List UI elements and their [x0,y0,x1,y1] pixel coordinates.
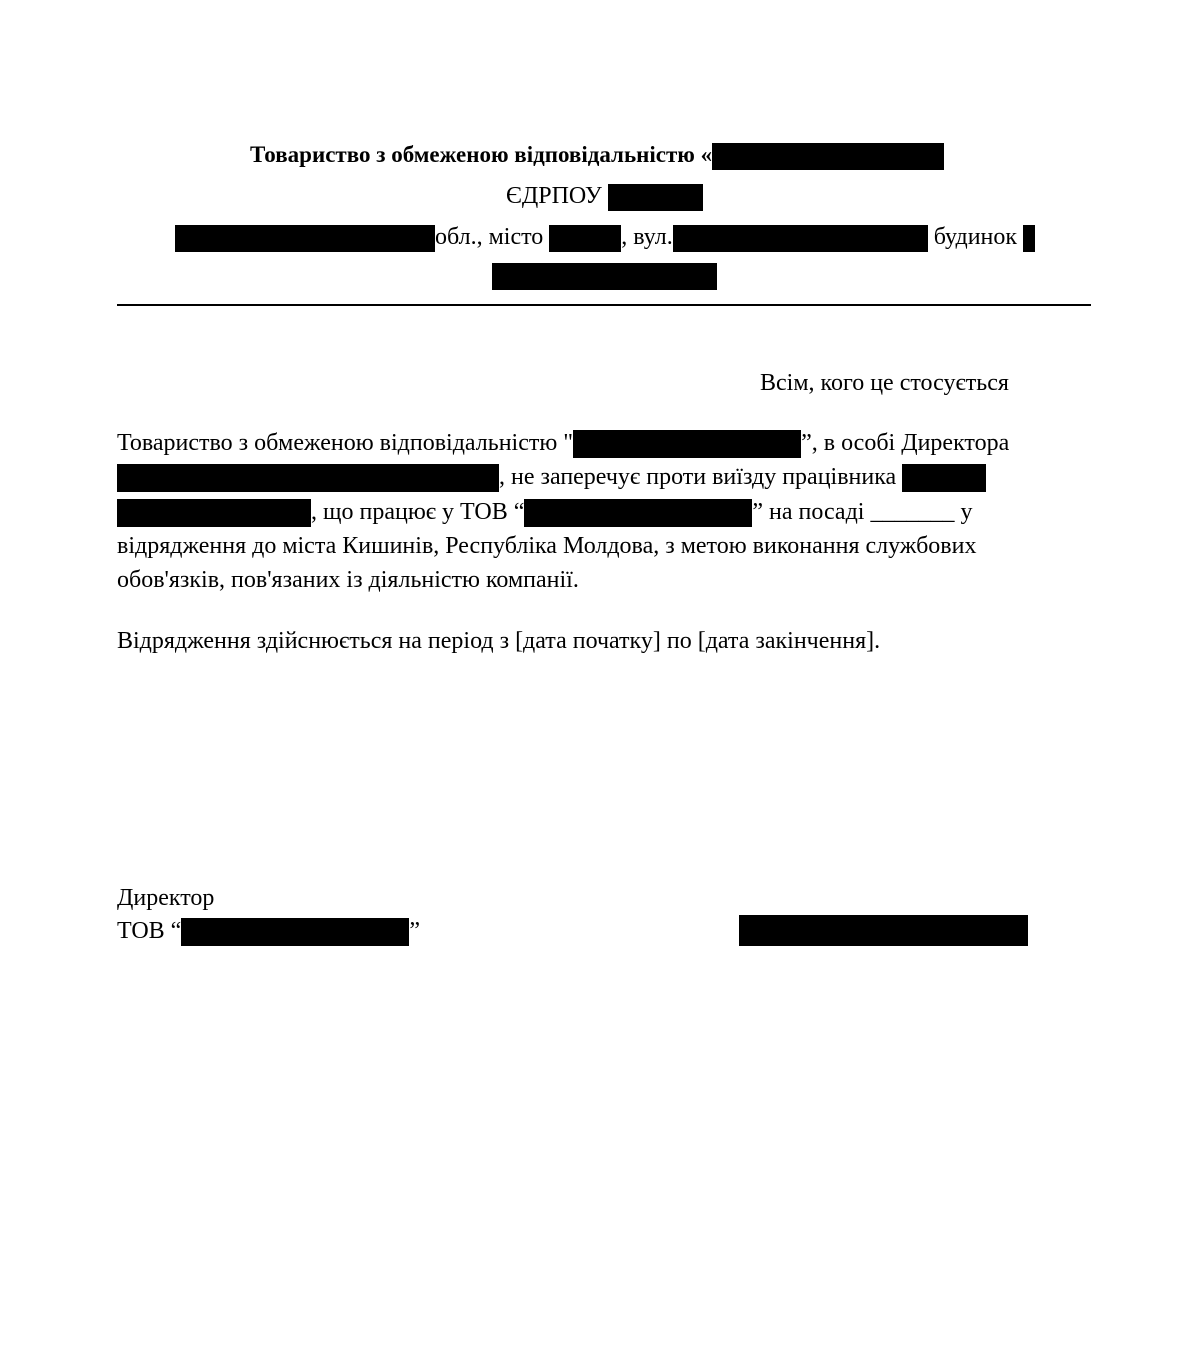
body-p1-no-objection: , не заперечує проти виїзду працівника [499,464,903,490]
signature-company-suffix: ” [409,918,420,944]
redacted-employee-first [902,464,986,492]
body-line-4: відрядження до міста Кишинів, Республіка Молдова, з метою виконання службових [117,533,977,559]
redacted-signature [739,915,1028,946]
signature-company-prefix: ТОВ “ [117,918,182,944]
redacted-company [573,430,801,458]
header-company-line [250,140,944,170]
body-p1-director: ”, в особі Директора [801,430,1010,456]
body-line-2 [117,462,986,492]
body-line-1 [117,428,1009,458]
signature-company [117,916,420,946]
body-line-3 [117,497,972,527]
redacted-company-2 [524,499,752,527]
redacted-region [175,225,435,252]
addressee: Всім, кого це стосується [760,370,1009,396]
address-street-label: , вул. [621,224,673,250]
redacted-signature-company [181,918,409,946]
redacted-street [673,225,928,252]
body-paragraph-2: Відрядження здійснюється на період з [дата початку] по [дата закінчення]. [117,628,881,654]
header-divider [117,304,1091,306]
body-p1-position: ” на посаді _______ у [752,499,973,525]
address-obl: обл., місто [435,224,550,250]
body-p1-start: Товариство з обмеженою відповідальністю " [117,430,574,456]
body-p1-works-at: , що працює у ТОВ “ [311,499,525,525]
redacted-house [1023,225,1035,252]
redacted-director-name [117,464,499,492]
header-address-line [175,222,1035,252]
header-company-prefix: Товариство з обмеженою відповідальністю « [250,142,713,167]
redacted-company-name [712,143,944,170]
redacted-edrpou [608,184,703,211]
signature-title: Директор [117,885,215,911]
header-edrpou-line [506,181,703,211]
redacted-address-cont [492,263,717,290]
redacted-city [549,225,621,252]
redacted-employee-rest [117,499,311,527]
body-line-5: обов'язків, пов'язаних із діяльністю компанії. [117,567,579,593]
address-house-label: будинок [927,224,1024,250]
edrpou-label: ЄДРПОУ [506,183,608,209]
